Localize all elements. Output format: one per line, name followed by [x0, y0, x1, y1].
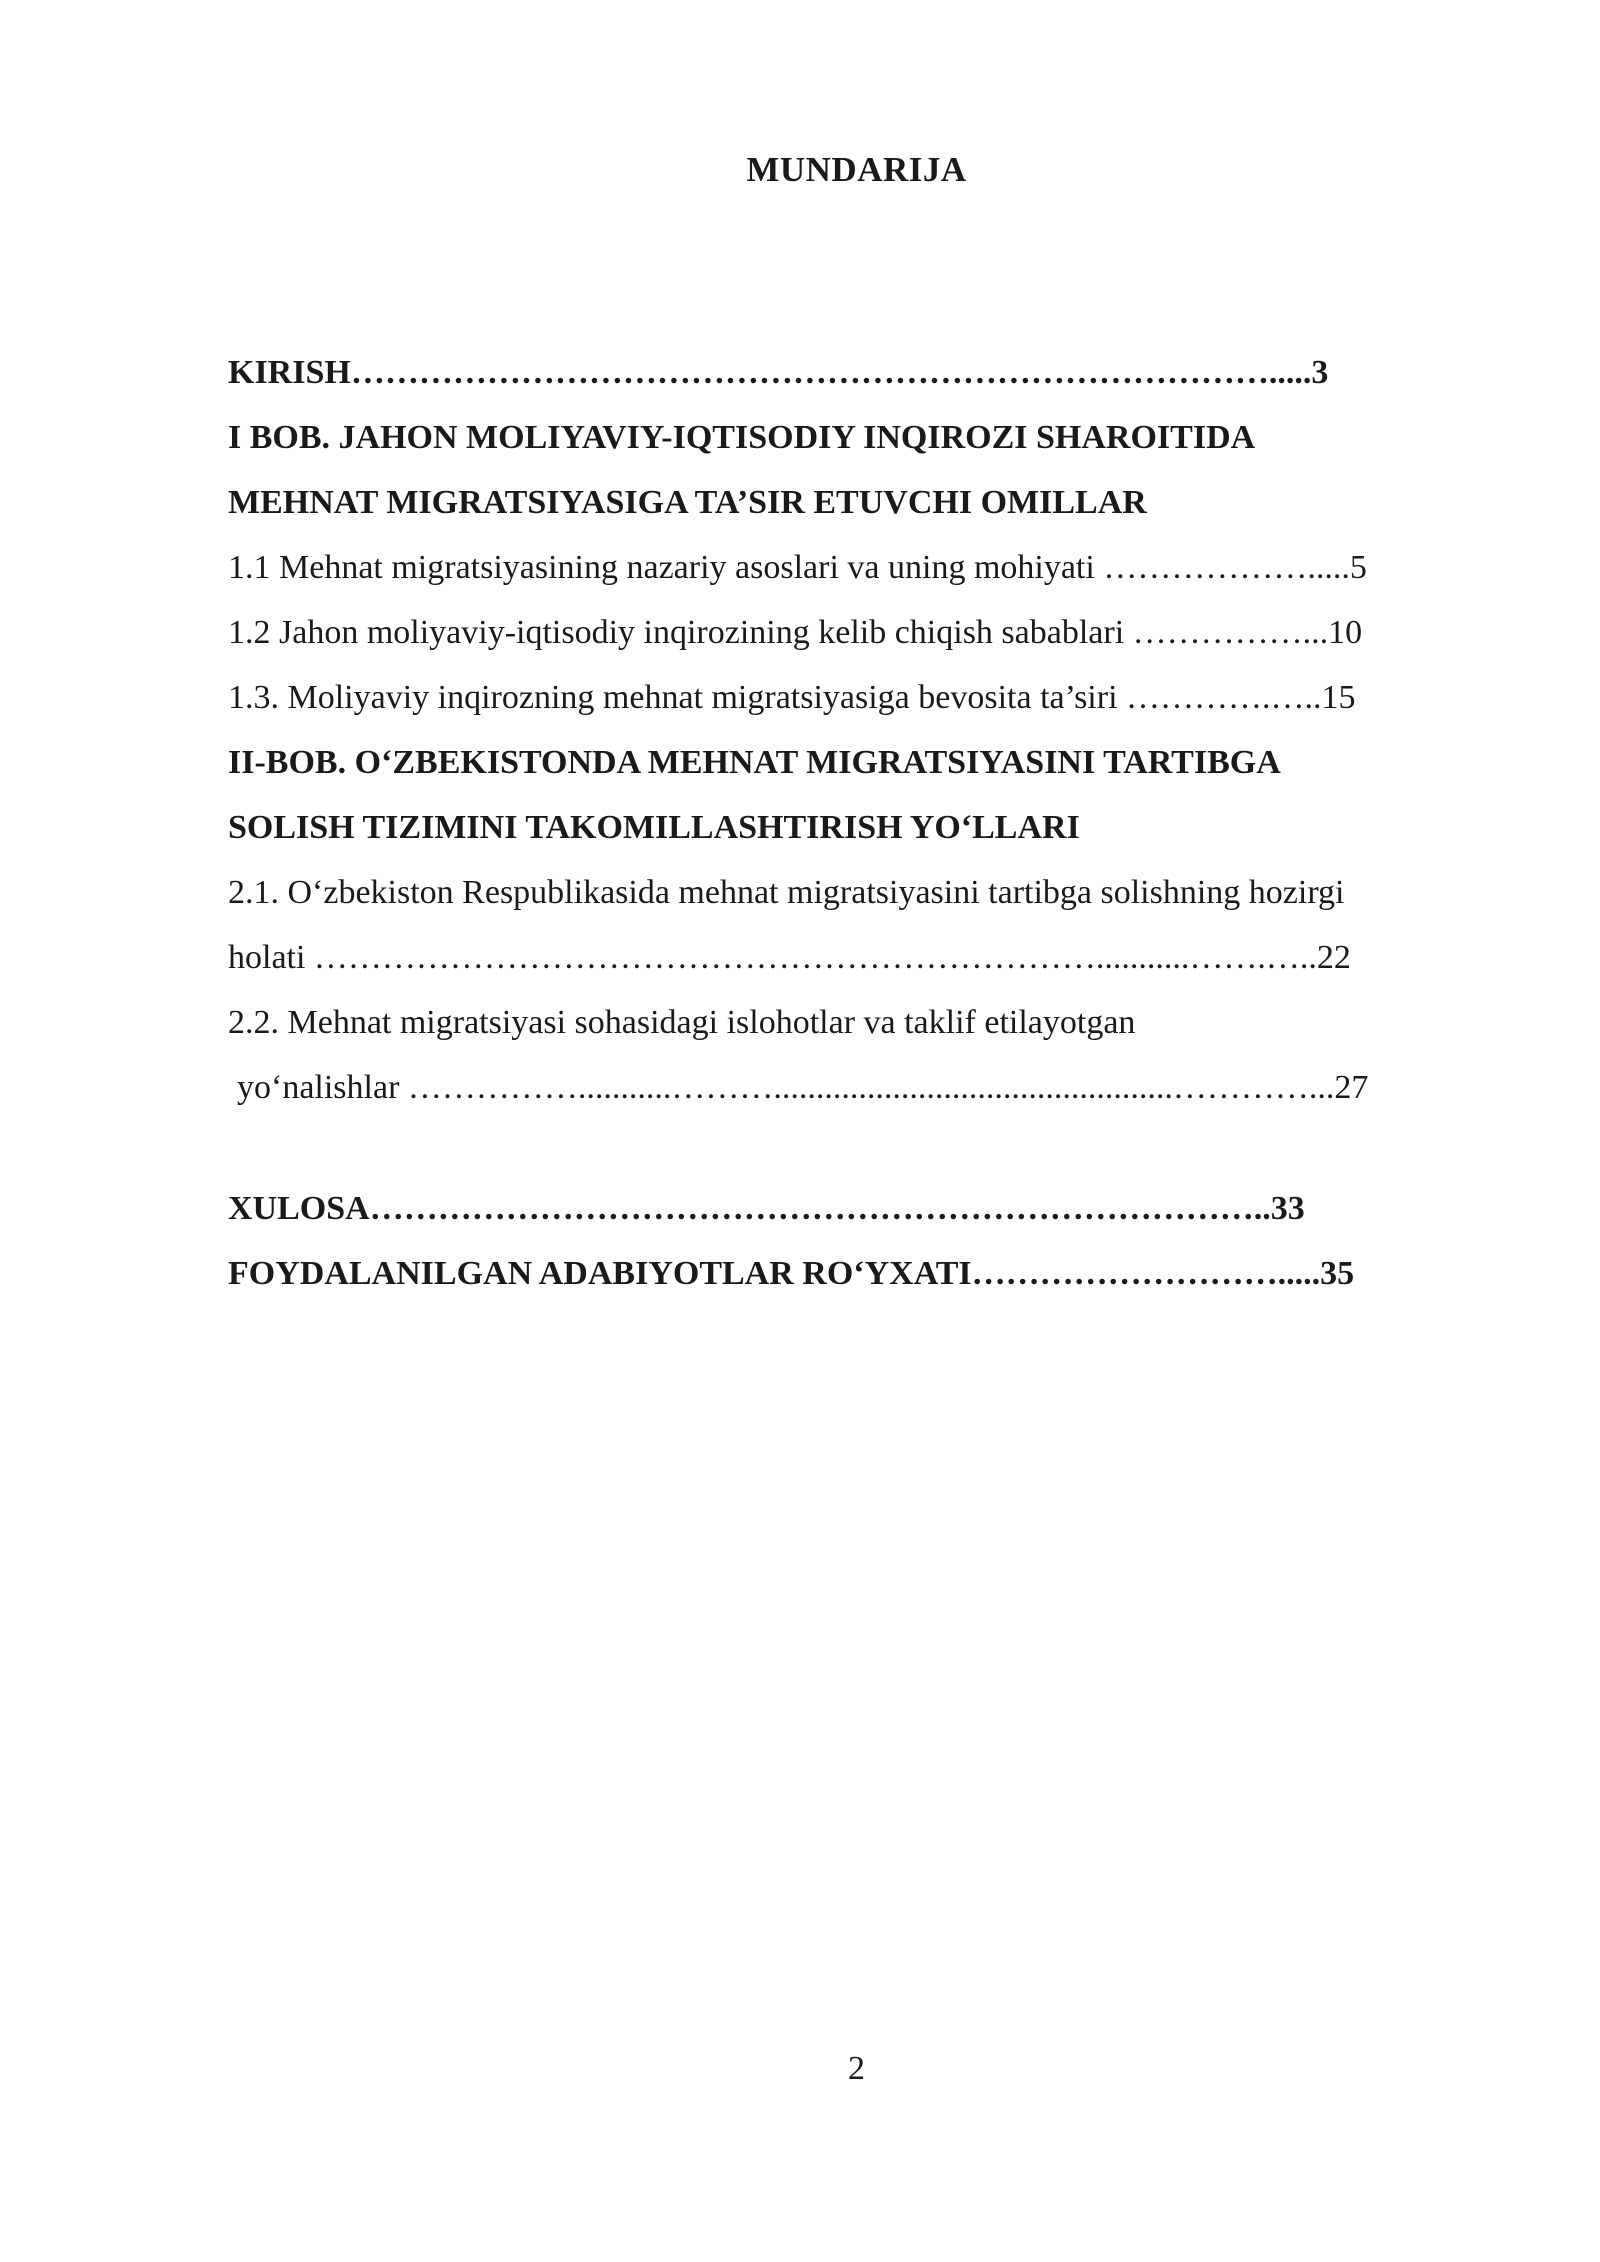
toc-section-1-3[interactable]: 1.3. Moliyaviy inqirozning mehnat migratsiyasiga bevosita ta’siri ………….…..15 — [228, 679, 1356, 716]
toc-section-2-2-line-2[interactable]: yo‘nalishlar ……………...........………...............................................…………...27 — [237, 1069, 1369, 1106]
toc-section-2-1-line-1[interactable]: 2.1. O‘zbekiston Respublikasida mehnat migratsiyasini tartibga solishning hozirgi — [228, 874, 1345, 911]
table-of-contents — [228, 340, 1488, 1306]
toc-chapter-2-heading-line-1[interactable]: II-BOB. O‘ZBEKISTONDA MEHNAT MIGRATSIYASINI TARTIBGA — [228, 744, 1281, 781]
toc-entry-xulosa[interactable]: XULOSA……………………………………………………………………..33 — [228, 1190, 1305, 1227]
toc-chapter-2-heading-line-2[interactable]: SOLISH TIZIMINI TAKOMILLASHTIRISH YO‘LLARI — [228, 809, 1080, 846]
page-number: 2 — [848, 2050, 865, 2087]
toc-entry-kirish[interactable]: KIRISH……………………………………………………………………….....3 — [228, 354, 1329, 391]
toc-chapter-1-heading-line-2[interactable]: MEHNAT MIGRATSIYASIGA TA’SIR ETUVCHI OMILLAR — [228, 484, 1147, 521]
toc-section-2-1-line-2[interactable]: holati ……………………………………………………………...........…….…..22 — [228, 939, 1351, 976]
toc-chapter-1-heading-line-1[interactable]: I BOB. JAHON MOLIYAVIY-IQTISODIY INQIROZI SHAROITIDA — [228, 419, 1256, 456]
toc-entry-references[interactable]: FOYDALANILGAN ADABIYOTLAR RO‘YXATI……………………….....35 — [228, 1255, 1355, 1292]
toc-section-1-1[interactable]: 1.1 Mehnat migratsiyasining nazariy asoslari va uning mohiyati ……………….....5 — [228, 549, 1367, 586]
page-title: MUNDARIJA — [746, 150, 967, 189]
toc-spacer — [228, 1120, 1488, 1176]
toc-section-1-2[interactable]: 1.2 Jahon moliyaviy-iqtisodiy inqirozining kelib chiqish sabablari ……………...10 — [228, 614, 1363, 651]
toc-section-2-2-line-1[interactable]: 2.2. Mehnat migratsiyasi sohasidagi islohotlar va taklif etilayotgan — [228, 1004, 1136, 1041]
